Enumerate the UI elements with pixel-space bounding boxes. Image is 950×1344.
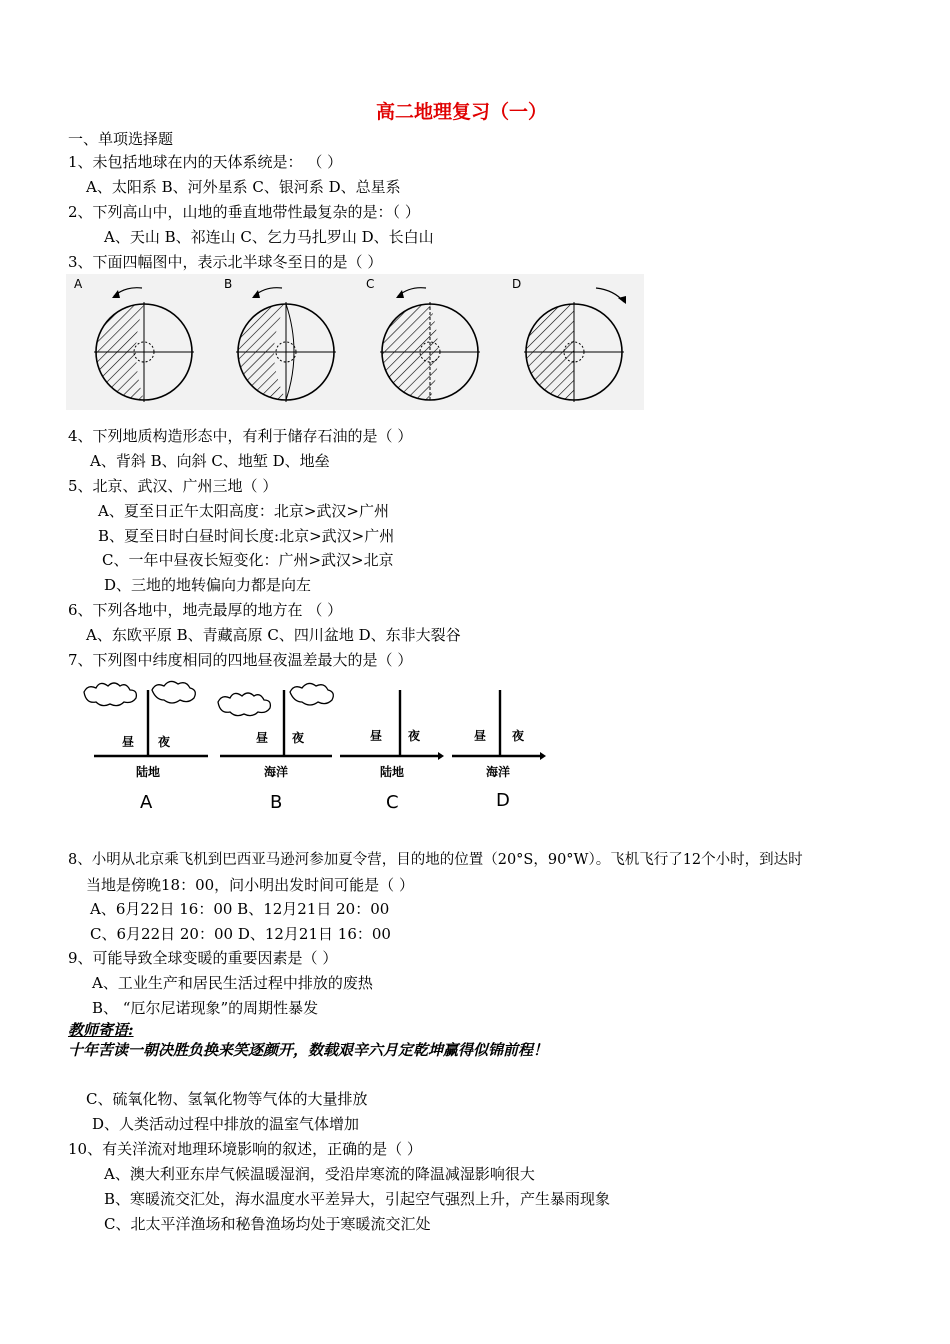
q1-options: A、太阳系 B、河外星系 C、银河系 D、总星系 xyxy=(86,178,401,196)
q7-a-night-label: 夜 xyxy=(158,735,171,749)
q8-stem: 8、小明从北京乘飞机到巴西亚马逊河参加夏令营，目的地的位置（20°S，90°W）。飞机飞行了12个小时，到达时 xyxy=(68,852,803,868)
q8-stem-cont: 当地是傍晚18：00，问小明出发时间可能是（ ） xyxy=(86,876,414,894)
q6-options: A、东欧平原 B、青藏高原 C、四川盆地 D、东非大裂谷 xyxy=(86,626,461,644)
q3-stem: 3、下面四幅图中，表示北半球冬至日的是（ ） xyxy=(68,253,383,271)
q9-option-d: D、人类活动过程中排放的温室气体增加 xyxy=(92,1115,360,1133)
q5-option-c: C、一年中昼夜长短变化：广州>武汉>北京 xyxy=(102,551,394,569)
globe-b-label: B xyxy=(224,277,233,291)
q7-b-letter: B xyxy=(270,792,283,813)
page-title: 高二地理复习（一） xyxy=(376,101,548,123)
globe-c-label: C xyxy=(366,277,375,291)
q7-b-day-label: 昼 xyxy=(256,731,269,745)
q7-stem: 7、下列图中纬度相同的四地昼夜温差最大的是（ ） xyxy=(68,651,413,669)
q7-a-letter: A xyxy=(140,792,153,813)
q9-option-c: C、硫氧化物、氢氧化物等气体的大量排放 xyxy=(86,1090,368,1108)
q9-option-a: A、工业生产和居民生活过程中排放的废热 xyxy=(92,974,373,992)
q7-c-night-label: 夜 xyxy=(408,729,421,743)
q9-option-b: B、 “厄尔尼诺现象”的周期性暴发 xyxy=(92,999,319,1017)
q5-option-a: A、夏至日正午太阳高度：北京>武汉>广州 xyxy=(98,502,389,520)
q2-stem: 2、下列高山中，山地的垂直地带性最复杂的是：（ ） xyxy=(68,203,420,221)
globe-d-label: D xyxy=(512,277,522,291)
q8-options-row1: A、6月22日 16：00 B、12月21日 20：00 xyxy=(90,900,390,918)
q6-stem: 6、下列各地中，地壳最厚的地方在 （ ） xyxy=(68,601,343,619)
q7-c-day-label: 昼 xyxy=(370,729,383,743)
q5-stem: 5、北京、武汉、广州三地（ ） xyxy=(68,477,278,495)
q8-options-row2: C、6月22日 20：00 D、12月21日 16：00 xyxy=(90,925,391,943)
q7-c-ground-label: 陆地 xyxy=(380,765,405,779)
q5-option-b: B、夏至日时白昼时间长度:北京>武汉>广州 xyxy=(98,527,395,545)
q2-options: A、天山 B、祁连山 C、乞力马扎罗山 D、长白山 xyxy=(104,228,434,246)
q7-a-day-label: 昼 xyxy=(122,735,135,749)
q7-c-letter: C xyxy=(386,792,399,813)
q7-d-night-label: 夜 xyxy=(512,729,525,743)
q10-option-b: B、寒暖流交汇处，海水温度水平差异大，引起空气强烈上升，产生暴雨现象 xyxy=(104,1190,611,1208)
q7-b-ground-label: 海洋 xyxy=(264,765,289,779)
globe-a-label: A xyxy=(74,277,83,291)
q10-option-c: C、北太平洋渔场和秘鲁渔场均处于寒暖流交汇处 xyxy=(104,1215,431,1233)
teacher-message-label: 教师寄语: xyxy=(68,1021,134,1039)
section-heading: 一、单项选择题 xyxy=(68,130,174,148)
q10-option-a: A、澳大利亚东岸气候温暖湿润，受沿岸寒流的降温减湿影响很大 xyxy=(104,1165,535,1183)
q7-daynight-figure xyxy=(78,676,548,816)
q4-stem: 4、下列地质构造形态中，有利于储存石油的是（ ） xyxy=(68,427,413,445)
q10-stem: 10、有关洋流对地理环境影响的叙述，正确的是（ ） xyxy=(68,1140,422,1158)
q7-b-night-label: 夜 xyxy=(292,731,305,745)
q7-d-ground-label: 海洋 xyxy=(486,765,511,779)
q7-a-ground-label: 陆地 xyxy=(136,765,161,779)
q7-d-day-label: 昼 xyxy=(474,729,487,743)
q9-stem: 9、可能导致全球变暖的重要因素是（ ） xyxy=(68,949,338,967)
q7-d-letter: D xyxy=(496,790,510,811)
teacher-message-text: 十年苦读一朝决胜负换来笑逐颜开，数载艰辛六月定乾坤赢得似锦前程！ xyxy=(68,1041,549,1059)
q5-option-d: D、三地的地转偏向力都是向左 xyxy=(104,576,312,594)
q1-stem: 1、未包括地球在内的天体系统是： （ ） xyxy=(68,153,343,171)
q4-options: A、背斜 B、向斜 C、地堑 D、地垒 xyxy=(90,452,330,470)
q3-globes-figure xyxy=(66,274,646,414)
